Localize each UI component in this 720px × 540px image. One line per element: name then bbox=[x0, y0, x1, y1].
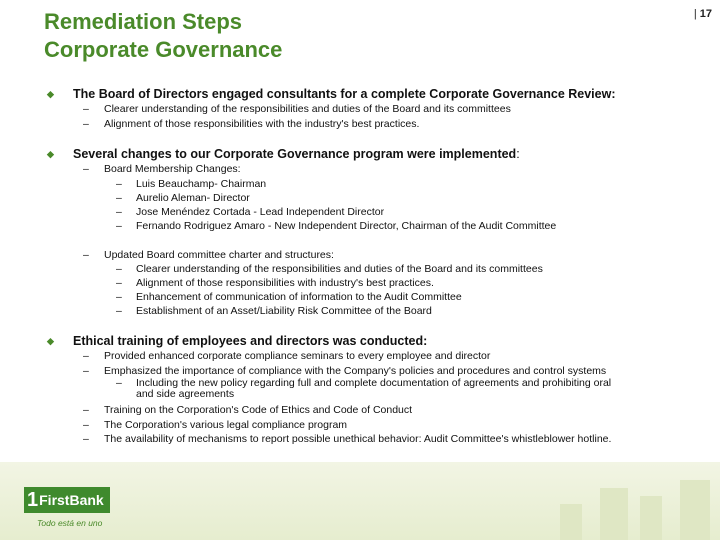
dash-bullet-icon: – bbox=[116, 219, 122, 232]
dash-bullet-icon: – bbox=[83, 117, 89, 130]
diamond-bullet-icon: ◆ bbox=[47, 336, 54, 346]
logo-tagline: Todo está en uno bbox=[37, 518, 103, 528]
slide-content bbox=[44, 86, 704, 447]
sub-list-item: – Aurelio Aleman- Director bbox=[116, 191, 250, 204]
section-heading-board-review: ◆ The Board of Directors engaged consultants for a complete Corporate Governance Review: bbox=[47, 87, 616, 101]
page-number-value: 17 bbox=[699, 8, 712, 20]
list-item: – Updated Board committee charter and structures: bbox=[83, 248, 334, 261]
logo-text: FirstBank bbox=[39, 492, 104, 508]
sub-list-item: – Alignment of those responsibilities with industry's best practices. bbox=[116, 277, 434, 289]
page-number bbox=[694, 8, 712, 20]
list-item: – The availability of mechanisms to report possible unethical behavior: Audit Committee's whistleblower hotline. bbox=[83, 433, 612, 445]
section-heading-governance-changes: ◆ Several changes to our Corporate Governance program were implemented: bbox=[47, 147, 520, 161]
decorative-shape bbox=[680, 480, 710, 540]
section-heading-ethical-training: ◆ Ethical training of employees and directors was conducted: bbox=[47, 334, 428, 348]
list-item: – The Corporation's various legal compliance program bbox=[83, 418, 348, 431]
dash-bullet-icon: – bbox=[116, 377, 122, 389]
sub-list-item: – Jose Menéndez Cortada - Lead Independent Director bbox=[116, 205, 385, 218]
title-line-1: Remediation Steps bbox=[44, 9, 243, 34]
sub-list-item: – Including the new policy regarding full and complete documentation of agreements and prohibiting oral and side agreements bbox=[116, 377, 612, 400]
decorative-shape bbox=[600, 488, 628, 540]
list-item: – Emphasized the importance of compliance with the Company's policies and procedures and control systems bbox=[83, 364, 607, 377]
dash-bullet-icon: – bbox=[83, 248, 89, 261]
logo-one: 1 bbox=[27, 488, 39, 511]
dash-bullet-icon: – bbox=[116, 305, 122, 317]
dash-bullet-icon: – bbox=[83, 350, 89, 362]
dash-bullet-icon: – bbox=[83, 404, 89, 416]
dash-bullet-icon: – bbox=[116, 291, 122, 303]
dash-bullet-icon: – bbox=[116, 191, 122, 204]
list-item: – Clearer understanding of the responsibilities and duties of the Board and its committees bbox=[83, 103, 511, 115]
dash-bullet-icon: – bbox=[116, 263, 122, 275]
list-item: – Alignment of those responsibilities with the industry's best practices. bbox=[83, 117, 420, 130]
dash-bullet-icon: – bbox=[83, 163, 89, 175]
diamond-bullet-icon: ◆ bbox=[47, 149, 54, 159]
dash-bullet-icon: – bbox=[116, 277, 122, 289]
diamond-bullet-icon: ◆ bbox=[47, 89, 54, 99]
sub-list-item: – Fernando Rodriguez Amaro - New Independent Director, Chairman of the Audit Committee bbox=[116, 219, 557, 232]
list-item: – Provided enhanced corporate compliance seminars to every employee and director bbox=[83, 350, 491, 362]
dash-bullet-icon: – bbox=[83, 103, 89, 115]
dash-bullet-icon: – bbox=[83, 433, 89, 445]
sub-list-item: – Enhancement of communication of information to the Audit Committee bbox=[116, 291, 462, 303]
decorative-shape bbox=[560, 504, 582, 540]
sub-list-item: – Clearer understanding of the responsibilities and duties of the Board and its committees bbox=[116, 263, 543, 275]
decorative-shape bbox=[640, 496, 662, 540]
dash-bullet-icon: – bbox=[83, 364, 89, 377]
slide-title bbox=[44, 8, 282, 64]
firstbank-logo bbox=[24, 487, 110, 513]
dash-bullet-icon: – bbox=[116, 177, 122, 190]
sub-list-item: – Establishment of an Asset/Liability Risk Committee of the Board bbox=[116, 305, 432, 317]
sub-list-item: – Luis Beauchamp- Chairman bbox=[116, 177, 267, 190]
list-item: – Board Membership Changes: bbox=[83, 163, 241, 175]
dash-bullet-icon: – bbox=[83, 418, 89, 431]
title-line-2: Corporate Governance bbox=[44, 37, 283, 62]
page-separator: | bbox=[693, 8, 697, 20]
dash-bullet-icon: – bbox=[116, 205, 122, 218]
list-item: – Training on the Corporation's Code of Ethics and Code of Conduct bbox=[83, 404, 413, 416]
